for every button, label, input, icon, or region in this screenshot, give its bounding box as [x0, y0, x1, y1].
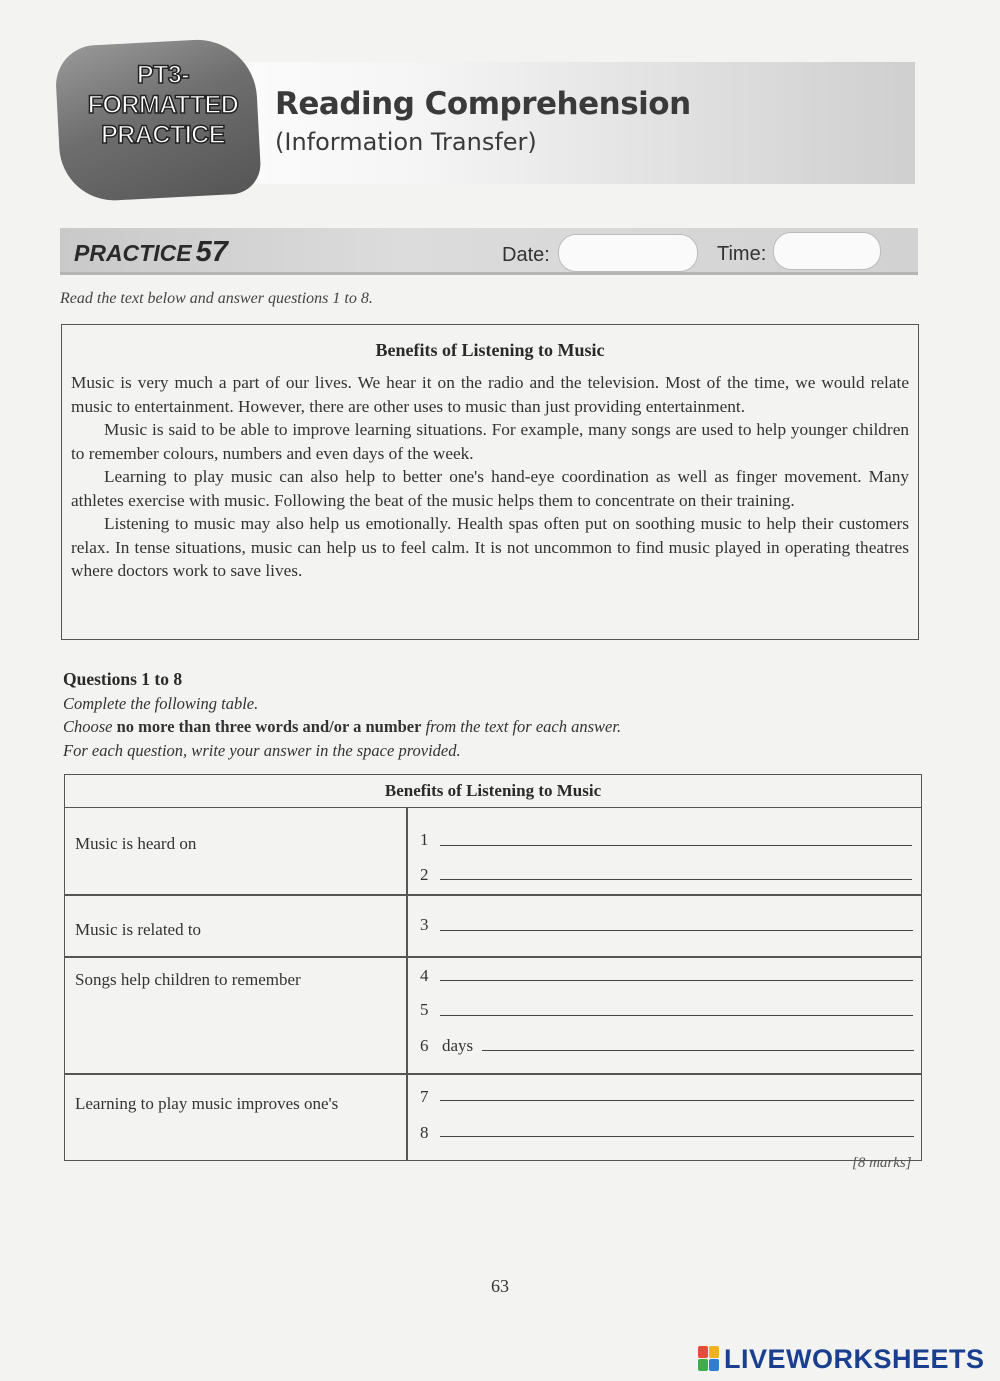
row-label: Music is heard on: [75, 834, 197, 853]
answer-6-field[interactable]: [482, 1050, 914, 1051]
answer-7-field[interactable]: [440, 1100, 914, 1101]
table-divider: [406, 808, 408, 1161]
answer-number: 8: [420, 1123, 429, 1142]
answer-number: 2: [420, 865, 429, 884]
table-title: Benefits of Listening to Music: [64, 774, 922, 808]
instruction-emphasis: no more than three words and/or a number: [116, 717, 422, 736]
questions-instruction: Complete the following table.: [63, 694, 259, 713]
page-title: Reading Comprehension: [275, 86, 691, 122]
row-label: Music is related to: [75, 920, 202, 939]
practice-number: 57: [195, 236, 228, 268]
answer-number: 1: [420, 830, 429, 849]
time-label: Time:: [717, 243, 767, 265]
page-subtitle: (Information Transfer): [275, 128, 537, 156]
passage-paragraph: Listening to music may also help us emotionally. Health spas often put on soothing music to help their customers relax. In tense situations, music can help us to feel calm. It is not uncommon to find music played in operating theatres where doctors work to save lives.: [71, 514, 909, 580]
answer-number: 3: [420, 915, 429, 934]
liveworksheets-icon: [698, 1346, 720, 1372]
row-label: Learning to play music improves one's: [75, 1094, 339, 1113]
instruction-suffix: from the text for each answer.: [421, 717, 622, 736]
badge-line: PT3-: [136, 61, 190, 89]
marks-label: [8 marks]: [852, 1155, 912, 1171]
answer-5-field[interactable]: [440, 1015, 913, 1016]
answer-1-field[interactable]: [440, 845, 912, 846]
answer-4-field[interactable]: [440, 980, 913, 981]
table-row-divider: [64, 1073, 922, 1075]
time-input[interactable]: [773, 232, 881, 270]
passage-title: Benefits of Listening to Music: [375, 340, 605, 360]
answer-suffix: days: [442, 1036, 474, 1055]
answer-number: 4: [420, 966, 429, 985]
instruction-prefix: Choose: [63, 717, 117, 736]
brand-name: LIVEWORKSHEETS: [724, 1343, 985, 1374]
date-label: Date:: [502, 244, 550, 266]
brand-logo[interactable]: [698, 1344, 985, 1374]
header-band: [150, 62, 915, 184]
answer-number: 6: [420, 1036, 429, 1055]
passage-paragraph: Music is very much a part of our lives. We hear it on the radio and the television. Most of the time, we would relate music to entertainment. However, there are other uses to music than just providing entertainment.: [71, 373, 909, 416]
table-row-divider: [64, 894, 922, 896]
questions-instruction: [63, 717, 621, 737]
questions-heading: Questions 1 to 8: [63, 669, 183, 689]
answer-8-field[interactable]: [440, 1136, 914, 1137]
row-label: Songs help children to remember: [75, 970, 301, 989]
answer-number: 7: [420, 1087, 429, 1106]
questions-instruction: For each question, write your answer in the space provided.: [63, 741, 461, 760]
instruction-text: Read the text below and answer questions 1 to 8.: [60, 290, 373, 307]
passage-paragraph: Learning to play music can also help to better one's hand-eye coordination as well as finger movement. Many athletes exercise with music. Following the beat of the music helps them to concentrate on their training.: [71, 467, 909, 510]
answer-3-field[interactable]: [440, 930, 913, 931]
passage-paragraph: Music is said to be able to improve learning situations. For example, many songs are used to help younger children to remember colours, numbers and even days of the week.: [71, 420, 909, 463]
practice-label-text: PRACTICE: [74, 240, 192, 266]
badge-line: PRACTICE: [101, 121, 225, 149]
badge-text: [78, 60, 248, 150]
answer-2-field[interactable]: [440, 879, 912, 880]
table-row-divider: [64, 956, 922, 958]
badge-line: FORMATTED: [87, 91, 239, 119]
page-number: 63: [491, 1276, 509, 1296]
practice-label: [74, 236, 228, 269]
date-input[interactable]: [558, 234, 698, 272]
answer-number: 5: [420, 1000, 429, 1019]
passage-body: [71, 371, 909, 583]
